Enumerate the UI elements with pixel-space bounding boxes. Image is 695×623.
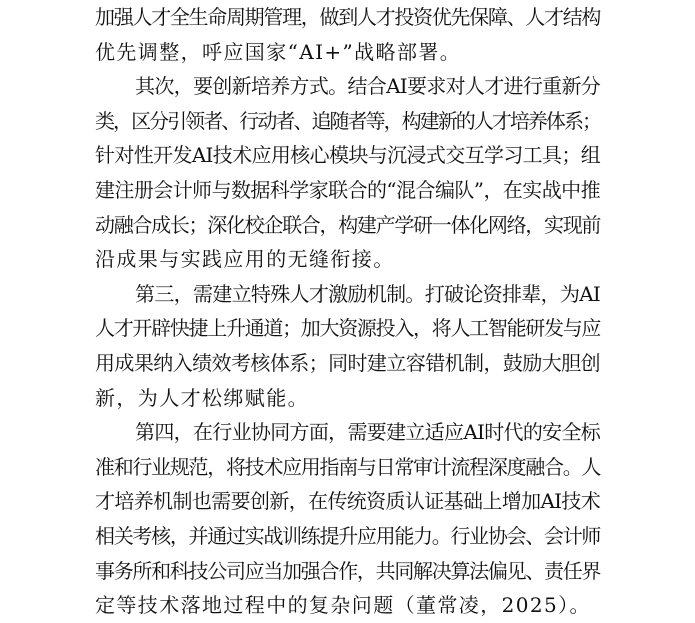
text-line: 建注册会计师与数据科学家联合的“混合编队”，在实战中推 — [95, 177, 600, 202]
paragraph-4 — [95, 415, 600, 623]
text-line: 准和行业规范，将技术应用指南与日常审计流程深度融合。人 — [95, 454, 600, 479]
text-line: 第三，需建立特殊人才激励机制。打破论资排辈，为AI — [135, 281, 600, 306]
text-line: 其次，要创新培养方式。结合AI要求对人才进行重新分 — [135, 74, 600, 99]
text-line: 才培养机制也需要创新，在传统资质认证基础上增加AI技术 — [95, 489, 600, 514]
text-line: 用成果纳入绩效考核体系；同时建立容错机制，鼓励大胆创 — [95, 350, 600, 375]
text-line: 相关考核，并通过实战训练提升应用能力。行业协会、会计师 — [95, 523, 600, 548]
paragraph-2 — [95, 69, 600, 277]
paragraph-3 — [95, 277, 600, 415]
document-page — [95, 0, 600, 623]
text-line: 事务所和科技公司应当加强合作，共同解决算法偏见、责任界 — [95, 558, 600, 583]
text-line: 第四，在行业协同方面，需要建立适应AI时代的安全标 — [135, 420, 600, 445]
text-line: 针对性开发AI技术应用核心模块与沉浸式交互学习工具；组 — [95, 143, 600, 168]
text-line: 沿成果与实践应用的无缝衔接。 — [95, 247, 395, 272]
text-line: 新，为人才松绑赋能。 — [95, 385, 309, 410]
text-line: 优先调整，呼应国家“AI+”战略部署。 — [95, 39, 462, 64]
text-line: 人才开辟快捷上升通道；加大资源投入，将人工智能研发与应 — [95, 316, 600, 341]
text-line: 加强人才全生命周期管理，做到人才投资优先保障、人才结构 — [95, 5, 600, 29]
text-line: 定等技术落地过程中的复杂问题（董常凌，2025）。 — [95, 593, 591, 618]
paragraph-1 — [95, 0, 600, 69]
text-line: 类，区分引领者、行动者、追随者等，构建新的人才培养体系； — [95, 108, 600, 133]
text-line: 动融合成长；深化校企联合，构建产学研一体化网络，实现前 — [95, 212, 600, 237]
